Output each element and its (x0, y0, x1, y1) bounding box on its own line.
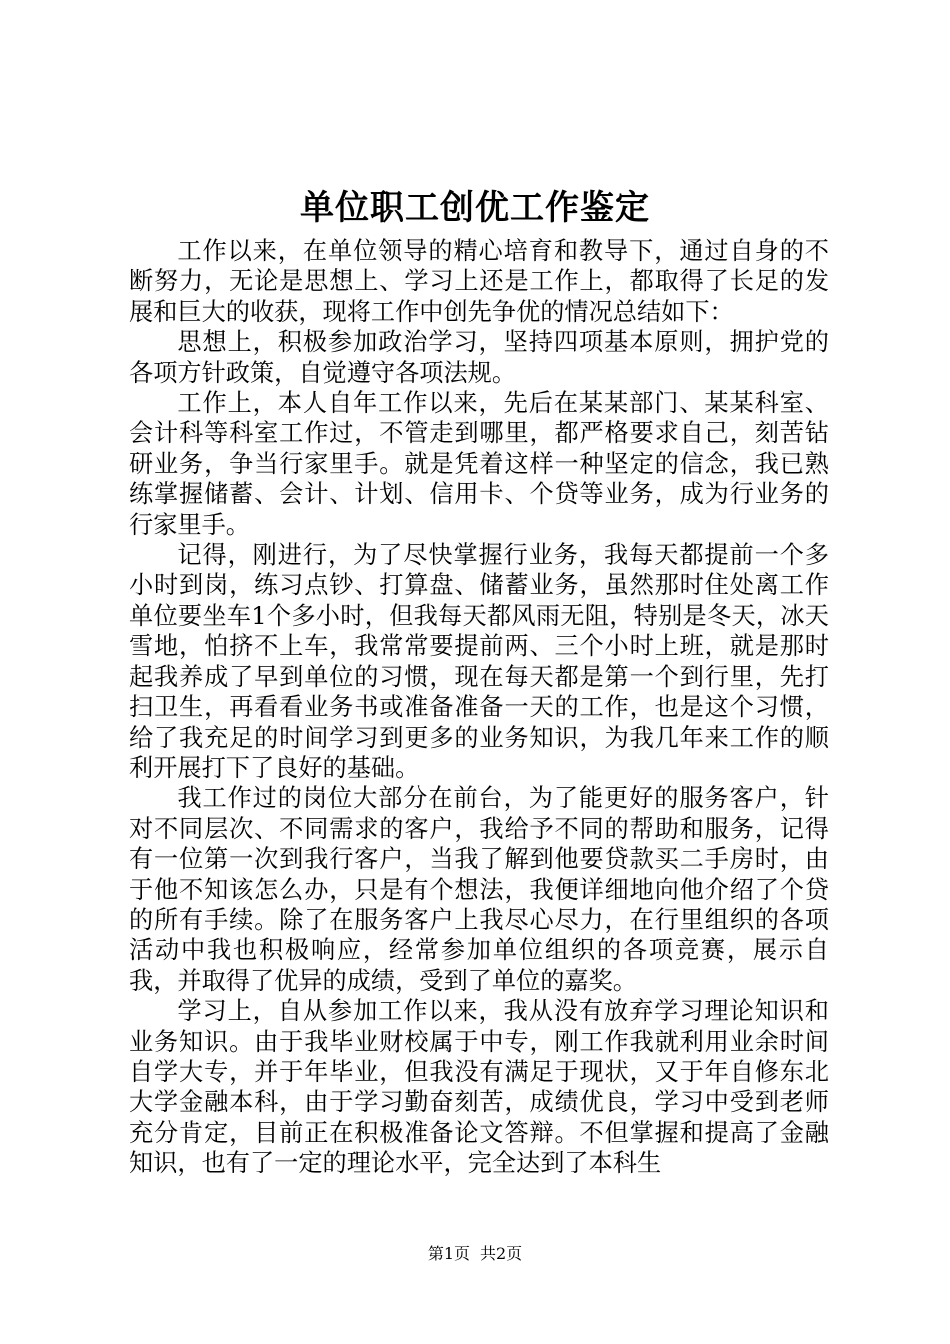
paragraph-thought: 思想上，积极参加政治学习，坚持四项基本原则，拥护党的各项方针政策，自觉遵守各项法规。 (129, 328, 829, 387)
paragraph-study: 学习上，自从参加工作以来，我从没有放弃学习理论知识和业务知识。由于我毕业财校属于中专，刚工作我就利用业余时间自学大专，并于年毕业，但我没有满足于现状，又于年自修东北大学金融本科，由于学习勤奋刻苦，成绩优良，学习中受到老师充分肯定，目前正在积极准备论文答辩。不但掌握和提高了金融知识，也有了一定的理论水平，完全达到了本科生 (129, 997, 829, 1178)
page-footer (0, 1242, 950, 1266)
paragraph-intro: 工作以来，在单位领导的精心培育和教导下，通过自身的不断努力，无论是思想上、学习上还是工作上，都取得了长足的发展和巨大的收获，现将工作中创先争优的情况总结如下： (129, 237, 829, 326)
document-title: 单位职工创优工作鉴定 (300, 188, 650, 228)
page-number: 第1页 (427, 1244, 470, 1263)
page-total: 共2页 (480, 1244, 523, 1263)
paragraph-memory: 记得，刚进行，为了尽快掌握行业务，我每天都提前一个多小时到岗，练习点钞、打算盘、储蓄业务，虽然那时住处离工作单位要坐车1个多小时，但我每天都风雨无阻，特别是冬天，冰天雪地，怕挤不上车，我常常要提前两、三个小时上班，就是那时起我养成了早到单位的习惯，现在每天都是第一个到行里，先打扫卫生，再看看业务书或准备准备一天的工作，也是这个习惯，给了我充足的时间学习到更多的业务知识，为我几年来工作的顺利开展打下了良好的基础。 (129, 541, 829, 782)
document-body (129, 236, 829, 1179)
paragraph-work: 工作上，本人自年工作以来，先后在某某部门、某某科室、会计科等科室工作过，不管走到哪里，都严格要求自己，刻苦钻研业务，争当行家里手。就是凭着这样一种坚定的信念，我已熟练掌握储蓄、会计、计划、信用卡、个贷等业务，成为行业务的行家里手。 (129, 389, 829, 539)
paragraph-service: 我工作过的岗位大部分在前台，为了能更好的服务客户，针对不同层次、不同需求的客户，我给予不同的帮助和服务，记得有一位第一次到我行客户，当我了解到他要贷款买二手房时，由于他不知该怎么办，只是有个想法，我便详细地向他介绍了个贷的所有手续。除了在服务客户上我尽心尽力，在行里组织的各项活动中我也积极响应，经常参加单位组织的各项竞赛，展示自我，并取得了优异的成绩，受到了单位的嘉奖。 (129, 784, 829, 995)
